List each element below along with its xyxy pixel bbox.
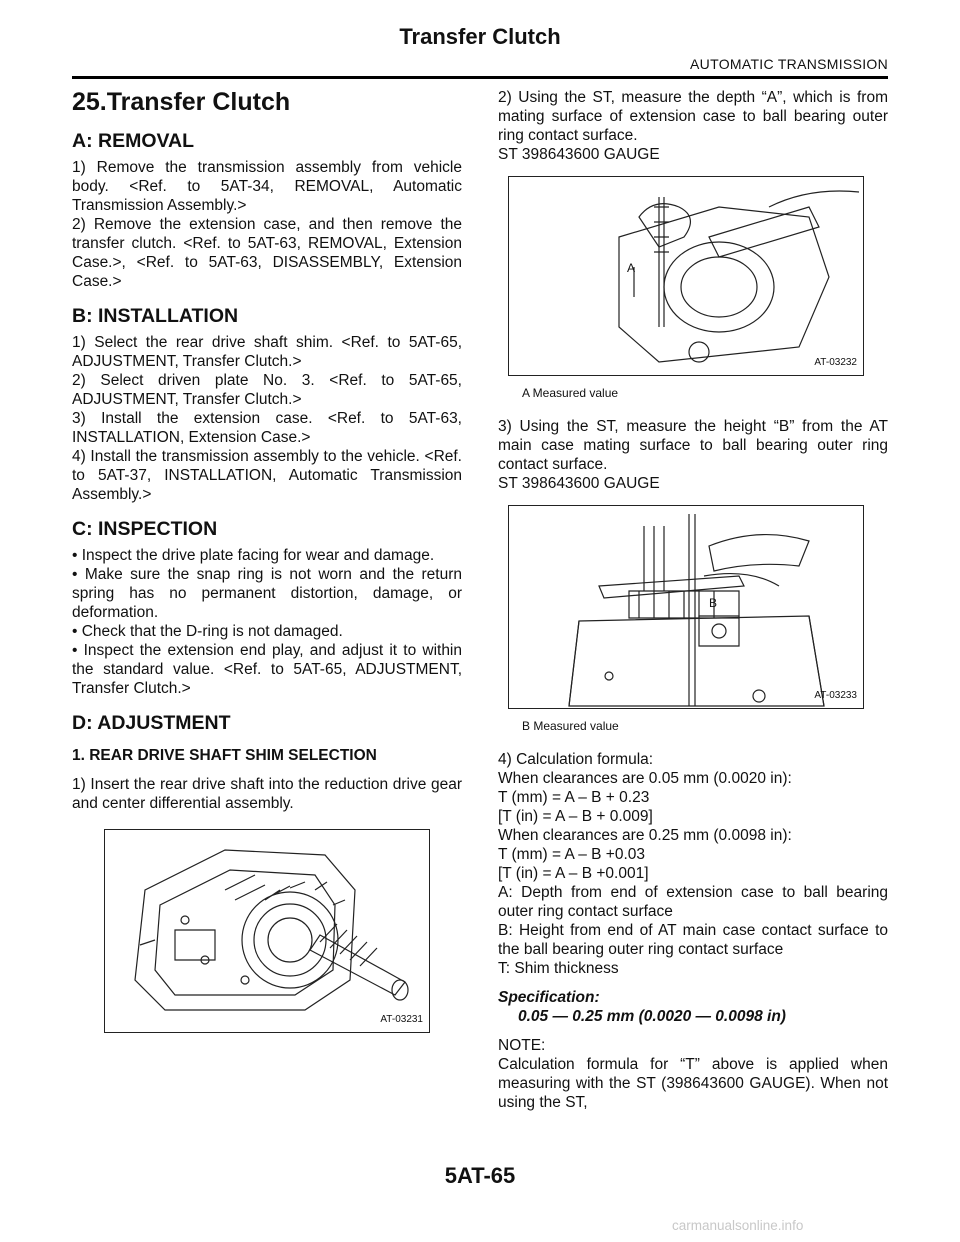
figure-2-label: A xyxy=(627,261,636,275)
formula-mm-1: T (mm) = A – B + 0.23 xyxy=(498,789,650,806)
subsection-shim-selection-heading: 1. REAR DRIVE SHAFT SHIM SELECTION xyxy=(72,747,377,764)
definition-a: A: Depth from end of extension case to ball bearing outer ring contact surface xyxy=(498,884,888,920)
installation-step-4: 4) Install the transmission assembly to the vehicle. <Ref. to 5AT-37, INSTALLATION, Automatic Transmission Assembly.> xyxy=(72,448,462,503)
formula-mm-2: T (mm) = A – B +0.03 xyxy=(498,846,646,863)
figure-depth-measurement xyxy=(508,176,864,376)
figure-height-measurement xyxy=(508,505,864,709)
page-number: 5AT-65 xyxy=(444,1163,516,1188)
note-text: Calculation formula for “T” above is applied when measuring with the ST (398643600 GAUGE). When not using the ST, xyxy=(498,1056,888,1111)
section-installation-heading: B: INSTALLATION xyxy=(72,305,239,327)
figure-3-label: B xyxy=(709,596,718,610)
height-gauge-illustration xyxy=(509,506,863,708)
formula-intro: 4) Calculation formula: xyxy=(498,751,654,768)
chapter-heading: 25.Transfer Clutch xyxy=(72,88,291,116)
specification-value: 0.05 — 0.25 mm (0.0020 — 0.0098 in) xyxy=(518,1008,786,1025)
page-header-subtitle: AUTOMATIC TRANSMISSION xyxy=(690,56,888,72)
figure-3-code: AT-03233 xyxy=(814,690,857,701)
special-tool-1: ST 398643600 GAUGE xyxy=(498,146,660,163)
figure-1-code: AT-03231 xyxy=(380,1014,423,1025)
page-header-title: Transfer Clutch xyxy=(399,24,561,49)
figure-2-code: AT-03232 xyxy=(814,357,857,368)
section-removal-heading: A: REMOVAL xyxy=(72,130,195,152)
adjustment-step-3: 3) Using the ST, measure the height “B” from the AT main case mating surface to ball bearing outer ring contact surface. xyxy=(498,418,888,473)
figure-3-caption: B Measured value xyxy=(522,719,619,733)
formula-condition-2: When clearances are 0.25 mm (0.0098 in): xyxy=(498,827,792,844)
removal-step-1: 1) Remove the transmission assembly from vehicle body. <Ref. to 5AT-34, REMOVAL, Automatic Transmission Assembly.> xyxy=(72,159,462,214)
formula-in-1: [T (in) = A – B + 0.009] xyxy=(498,808,653,825)
definition-b: B: Height from end of AT main case contact surface to the ball bearing outer ring contact surface xyxy=(498,922,888,958)
section-adjustment-heading: D: ADJUSTMENT xyxy=(72,712,231,734)
formula-in-2: [T (in) = A – B +0.001] xyxy=(498,865,649,882)
transmission-illustration xyxy=(105,830,429,1032)
section-inspection-heading: C: INSPECTION xyxy=(72,518,218,540)
left-column xyxy=(72,88,462,1033)
installation-step-1: 1) Select the rear drive shaft shim. <Ref. to 5AT-65, ADJUSTMENT, Transfer Clutch.> xyxy=(72,334,462,370)
installation-step-2: 2) Select driven plate No. 3. <Ref. to 5AT-65, ADJUSTMENT, Transfer Clutch.> xyxy=(72,372,462,408)
figure-2-caption: A Measured value xyxy=(522,386,619,400)
installation-step-3: 3) Install the extension case. <Ref. to 5AT-63, INSTALLATION, Extension Case.> xyxy=(72,410,462,446)
adjustment-step-1: 1) Insert the rear drive shaft into the reduction drive gear and center differential assembly. xyxy=(72,776,462,812)
note-label: NOTE: xyxy=(498,1037,546,1054)
depth-gauge-illustration xyxy=(509,177,863,375)
formula-condition-1: When clearances are 0.05 mm (0.0020 in): xyxy=(498,770,792,787)
figure-transmission-assembly xyxy=(104,829,430,1033)
inspection-item-3: • Check that the D-ring is not damaged. xyxy=(72,623,343,640)
watermark-text: carmanualsonline.info xyxy=(672,1218,804,1233)
inspection-item-1: • Inspect the drive plate facing for wear and damage. xyxy=(72,547,435,564)
definition-t: T: Shim thickness xyxy=(498,960,619,977)
adjustment-step-2: 2) Using the ST, measure the depth “A”, which is from mating surface of extension case to ball bearing outer ring contact surface. xyxy=(498,89,888,144)
right-column xyxy=(498,88,888,1112)
header-rule xyxy=(72,76,888,79)
inspection-item-2: • Make sure the snap ring is not worn and the return spring has no permanent distortion, damage, or deformation. xyxy=(72,566,462,621)
removal-step-2: 2) Remove the extension case, and then remove the transfer clutch. <Ref. to 5AT-63, REMOVAL, Extension Case.>, <Ref. to 5AT-63, DISASSEMBLY, Extension Case.> xyxy=(72,216,462,290)
specification-label: Specification: xyxy=(498,989,600,1006)
special-tool-2: ST 398643600 GAUGE xyxy=(498,475,660,492)
inspection-item-4: • Inspect the extension end play, and adjust it to within the standard value. <Ref. to 5AT-65, ADJUSTMENT, Transfer Clutch.> xyxy=(72,642,462,697)
